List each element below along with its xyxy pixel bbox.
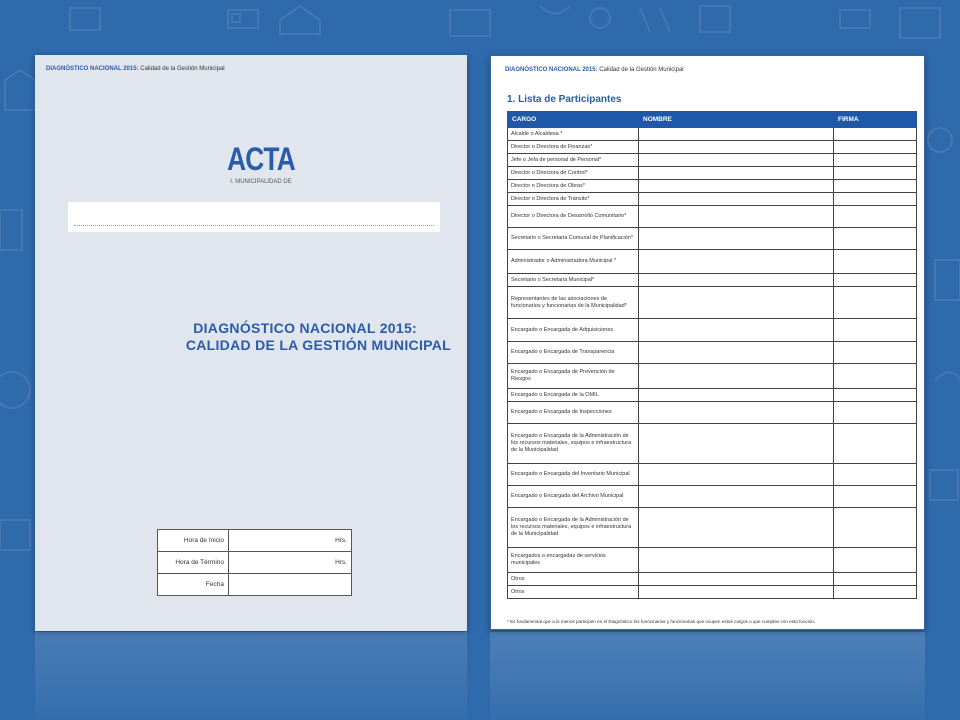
firma-field[interactable]: [834, 180, 917, 193]
cargo-cell: Encargado o Encargada de Transparencia: [508, 342, 639, 364]
cargo-cell: Otros: [508, 586, 639, 599]
nombre-field[interactable]: [639, 167, 834, 180]
firma-field[interactable]: [834, 486, 917, 508]
column-header-firma: FIRMA: [834, 112, 917, 128]
table-row: [508, 464, 917, 486]
cargo-cell: Encargado o Encargada de Adquisiciones: [508, 319, 639, 342]
time-row-end: [158, 552, 352, 574]
cargo-cell: Alcalde o Alcaldesa *: [508, 128, 639, 141]
nombre-field[interactable]: [639, 250, 834, 274]
table-row: [508, 573, 917, 586]
cargo-cell: Encargado o Encargada del Archivo Municipal: [508, 486, 639, 508]
table-row: [508, 193, 917, 206]
cover-header-blue: DIAGNÓSTICO NACIONAL 2015:: [46, 66, 139, 72]
section-title: 1. Lista de Participantes: [507, 94, 622, 105]
cargo-cell: Administrador o Administradora Municipal *: [508, 250, 639, 274]
firma-field[interactable]: [834, 586, 917, 599]
cargo-cell: Encargado o Encargada de Prevención de Riesgos: [508, 364, 639, 389]
cargo-cell: Encargado o Encargada de la Administración de los recursos materiales, equipos e infraestructura de la Municipalidad: [508, 508, 639, 548]
table-row: [508, 274, 917, 287]
time-label: Fecha: [158, 574, 229, 596]
time-row-date: [158, 574, 352, 596]
table-row: [508, 154, 917, 167]
cargo-cell: Encargado o Encargada de la Administración de los recursos materiales, equipos e infraestructura de la Municipalidad: [508, 424, 639, 464]
time-label: Hora de Inicio: [158, 530, 229, 552]
firma-field[interactable]: [834, 342, 917, 364]
acta-cover-page: [35, 55, 467, 631]
table-row: [508, 548, 917, 573]
firma-field[interactable]: [834, 154, 917, 167]
nombre-field[interactable]: [639, 508, 834, 548]
table-row: [508, 141, 917, 154]
cargo-cell: Otros: [508, 573, 639, 586]
table-row: [508, 342, 917, 364]
diagnostic-title-line2: CALIDAD DE LA GESTIÓN MUNICIPAL: [185, 337, 451, 353]
participants-table: [507, 111, 917, 599]
cover-header-dark: Calidad de la Gestión Municipal: [140, 66, 225, 72]
table-row: [508, 486, 917, 508]
time-table: [157, 529, 352, 596]
firma-field[interactable]: [834, 193, 917, 206]
cargo-cell: Director o Directora de Finanzas*: [508, 141, 639, 154]
table-row: [508, 389, 917, 402]
firma-field[interactable]: [834, 364, 917, 389]
time-row-start: [158, 530, 352, 552]
firma-field[interactable]: [834, 206, 917, 228]
table-row: [508, 250, 917, 274]
table-row: [508, 586, 917, 599]
firma-field[interactable]: [834, 402, 917, 424]
table-row: [508, 167, 917, 180]
nombre-field[interactable]: [639, 154, 834, 167]
table-row: [508, 228, 917, 250]
nombre-field[interactable]: [639, 228, 834, 250]
nombre-field[interactable]: [639, 274, 834, 287]
cargo-cell: Representantes de las asociaciones de funcionarios y funcionarias de la Municipalidad*: [508, 287, 639, 319]
cargo-cell: Encargados o encargadas de servicios municipales: [508, 548, 639, 573]
nombre-field[interactable]: [639, 287, 834, 319]
nombre-field[interactable]: [639, 342, 834, 364]
nombre-field[interactable]: [639, 319, 834, 342]
firma-field[interactable]: [834, 573, 917, 586]
firma-field[interactable]: [834, 464, 917, 486]
nombre-field[interactable]: [639, 548, 834, 573]
firma-field[interactable]: [834, 128, 917, 141]
table-row: [508, 128, 917, 141]
nombre-field[interactable]: [639, 573, 834, 586]
right-page-reflection: [490, 632, 925, 720]
cargo-cell: Jefe o Jefa de personal de Personal*: [508, 154, 639, 167]
municipality-label: I. MUNICIPALIDAD DE: [230, 179, 292, 185]
nombre-field[interactable]: [639, 141, 834, 154]
cover-header: [46, 66, 225, 72]
date-value-field[interactable]: [229, 574, 352, 596]
diagnostic-title-line1: DIAGNÓSTICO NACIONAL 2015:: [193, 320, 417, 336]
time-label: Hora de Término: [158, 552, 229, 574]
firma-field[interactable]: [834, 274, 917, 287]
table-row: [508, 508, 917, 548]
firma-field[interactable]: [834, 228, 917, 250]
table-row: [508, 364, 917, 389]
cargo-cell: Director o Directora de Control*: [508, 167, 639, 180]
cargo-cell: Encargado o Encargada del Inventario Municipal: [508, 464, 639, 486]
cargo-cell: Director o Directora de Tránsito*: [508, 193, 639, 206]
cargo-cell: Secretario o Secretaria Municipal*: [508, 274, 639, 287]
nombre-field[interactable]: [639, 424, 834, 464]
participants-header: [505, 67, 684, 73]
firma-field[interactable]: [834, 424, 917, 464]
participants-page: [490, 55, 925, 630]
cargo-cell: Encargado o Encargada de Inspecciones: [508, 402, 639, 424]
time-value-field[interactable]: Hrs.: [229, 530, 352, 552]
nombre-field[interactable]: [639, 180, 834, 193]
footnote: * Es fundamental que a lo menos participen en el Diagnóstico los funcionarios y funcionarias que ocupen estos cargos o que cumplan con esta función.: [507, 619, 816, 624]
nombre-field[interactable]: [639, 128, 834, 141]
participants-header-dark: Calidad de la Gestión Municipal: [599, 67, 684, 73]
column-header-nombre: NOMBRE: [639, 112, 834, 128]
cargo-cell: Director o Directora de Obras*: [508, 180, 639, 193]
table-row: [508, 287, 917, 319]
firma-field[interactable]: [834, 389, 917, 402]
nombre-field[interactable]: [639, 464, 834, 486]
cargo-cell: Secretario o Secretaria Comunal de Planificación*: [508, 228, 639, 250]
firma-field[interactable]: [834, 250, 917, 274]
firma-field[interactable]: [834, 508, 917, 548]
table-row: [508, 402, 917, 424]
nombre-field[interactable]: [639, 193, 834, 206]
column-header-cargo: CARGO: [508, 112, 639, 128]
table-row: [508, 319, 917, 342]
table-row: [508, 424, 917, 464]
nombre-field[interactable]: [639, 486, 834, 508]
firma-field[interactable]: [834, 287, 917, 319]
municipality-field[interactable]: [68, 202, 440, 232]
nombre-field[interactable]: [639, 402, 834, 424]
participants-header-blue: DIAGNÓSTICO NACIONAL 2015:: [505, 67, 598, 73]
nombre-field[interactable]: [639, 364, 834, 389]
firma-field[interactable]: [834, 167, 917, 180]
nombre-field[interactable]: [639, 586, 834, 599]
cargo-cell: Director o Directora de Desarrollo Comunitario*: [508, 206, 639, 228]
cargo-cell: Encargado o Encargada de la OMIL: [508, 389, 639, 402]
firma-field[interactable]: [834, 319, 917, 342]
acta-title: ACTA: [227, 141, 295, 177]
firma-field[interactable]: [834, 141, 917, 154]
time-value-field[interactable]: Hrs.: [229, 552, 352, 574]
table-header-row: [508, 112, 917, 128]
nombre-field[interactable]: [639, 206, 834, 228]
diagnostic-title: [131, 320, 451, 354]
table-row: [508, 180, 917, 193]
left-page-reflection: [35, 632, 467, 720]
firma-field[interactable]: [834, 548, 917, 573]
nombre-field[interactable]: [639, 389, 834, 402]
table-row: [508, 206, 917, 228]
